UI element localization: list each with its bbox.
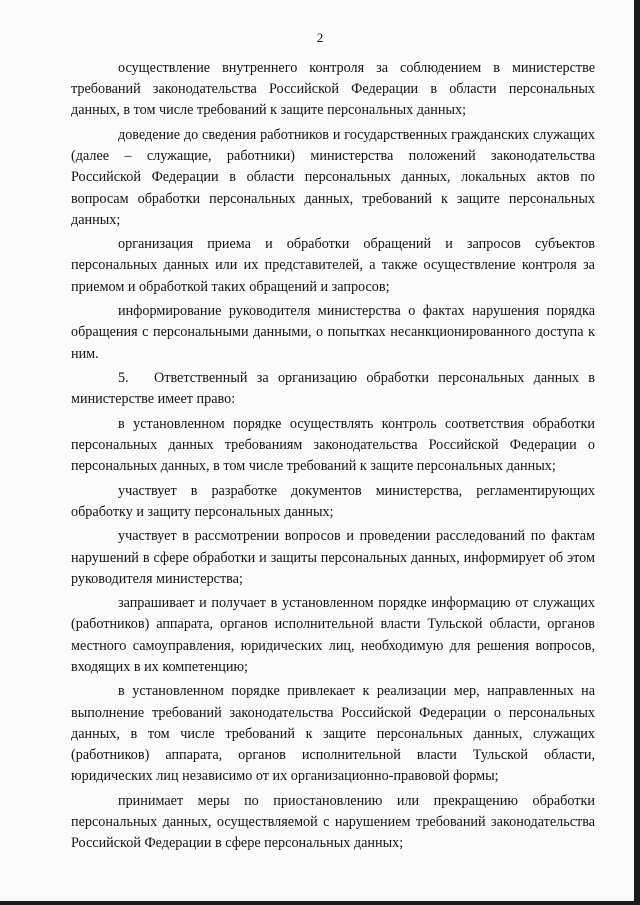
paragraph: участвует в разработке документов министерства, регламентирующих обработку и защиту персональных данных; — [71, 482, 595, 520]
paragraph: запрашивает и получает в установленном порядке информацию от служащих (работников) аппарата, органов исполнительной власти Тульской области, органов местного самоуправления, юридических лиц, необходимую для решения вопросов, входящих в их компетенцию; — [71, 595, 595, 675]
paragraph: осуществление внутреннего контроля за соблюдением в министерстве требований законодательства Российской Федерации в области персональных данных, в том числе требований к защите персональных данных; — [71, 60, 595, 119]
paragraph: доведение до сведения работников и государственных гражданских служащих (далее – служащие, работники) министерства положений законодательства Российской Федерации в области персональных данных, локальных актов по вопросам обработки персональных данных, требований к защите персональных данных; — [71, 126, 595, 228]
paragraph: принимает меры по приостановлению или прекращению обработки персональных данных, осуществляемой с нарушением требований законодательства Российской Федерации в сфере персональных данных; — [71, 792, 595, 852]
numbered-paragraph — [71, 368, 595, 410]
document-body — [71, 58, 595, 858]
page-number: 2 — [316, 30, 324, 45]
scan-bottom-shadow — [0, 901, 640, 905]
paragraph: в установленном порядке осуществлять контроль соответствия обработки персональных данных требованиям законодательства Российской Федерации о персональных данных, в том числе требований к защите персональных данных; — [71, 415, 595, 475]
paragraph: организация приема и обработки обращений и запросов субъектов персональных данных или их представителей, а также осуществление контроля за приемом и обработкой таких обращений и запросов; — [71, 236, 595, 295]
paragraph: информирование руководителя министерства о фактах нарушения порядка обращения с персональными данными, о попытках несанкционированного доступа к ним. — [71, 303, 595, 362]
paragraph-text: Ответственный за организацию обработки персональных данных в министерстве имеет право: — [71, 370, 595, 408]
scan-edge-shadow — [634, 0, 640, 905]
item-number: 5. — [118, 370, 129, 387]
paragraph: в установленном порядке привлекает к реализации мер, направленных на выполнение требований законодательства Российской Федерации о персональных данных, в том числе требований к защите персональных данных, служащих (работников) аппарата, органов исполнительной власти Тульской области, юридических лиц независимо от их организационно-правовой формы; — [71, 683, 595, 785]
paragraph: участвует в рассмотрении вопросов и проведении расследований по фактам нарушений в сфере обработки и защиты персональных данных, информирует об этом руководителя министерства; — [71, 528, 595, 587]
